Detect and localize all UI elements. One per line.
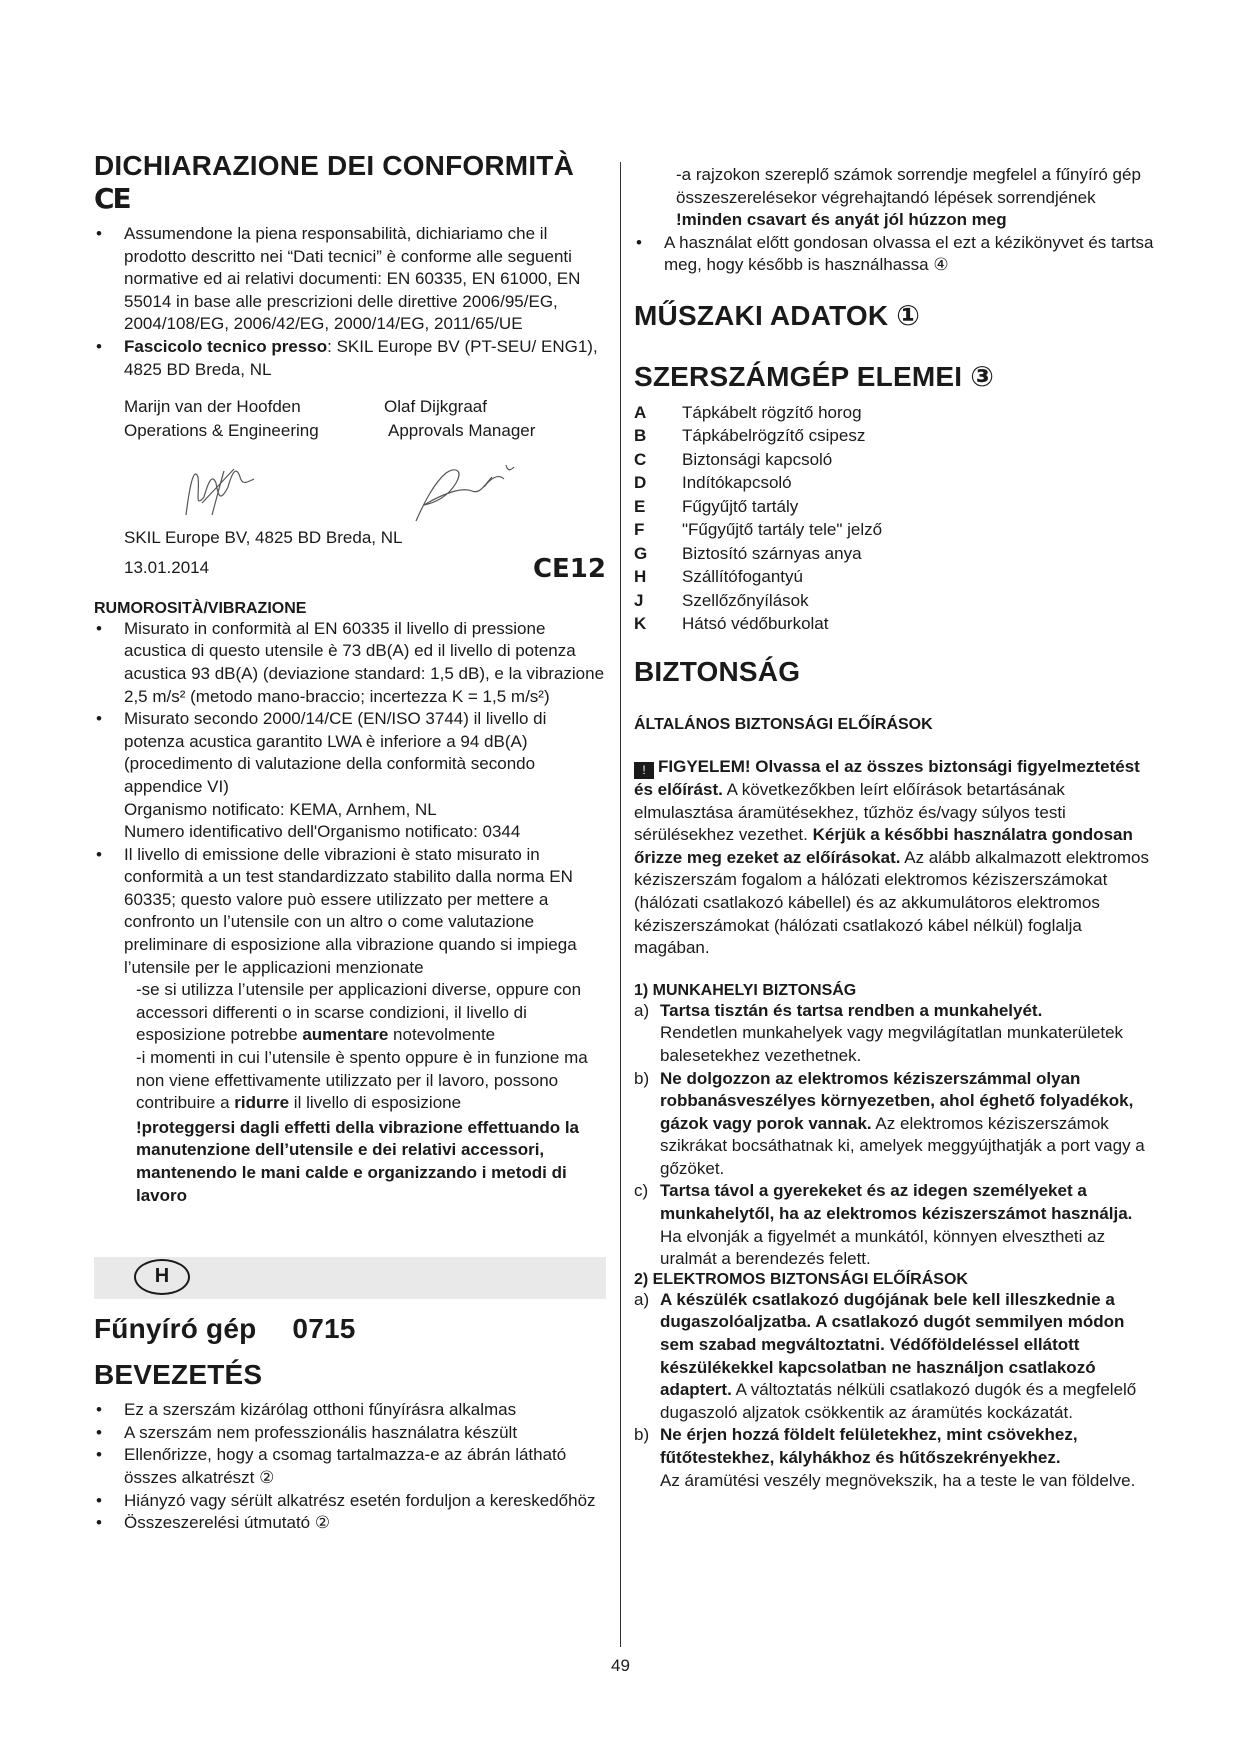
part-label: Biztonsági kapcsoló: [682, 449, 833, 469]
list-item: • Misurato in conformità al EN 60335 il livello di pressione acustica di questo utensile è 73 dB(A) ed il livello di potenza acustica 93 dB(A) (deviazione standard: 1,5 dB), e la vibrazione 2,5 m/s² (metodo mano-braccio; incertezza K = 1,5 m/s²): [94, 618, 606, 708]
part-letter: J: [634, 590, 644, 610]
part-letter: F: [634, 520, 645, 540]
part-label: Hátsó védőburkolat: [682, 614, 829, 634]
sign1-name: Marijn van der Hoofden: [124, 397, 301, 417]
list-item: • Il livello di emissione delle vibrazioni è stato misurato in conformità a un test standardizzato stabilito dalla norma EN 60335; questo valore può essere utilizzato per mettere a confronto un l’utensile con un altro o come valutazione preliminare di esposizione alla vibrazione quando si impiega l’utensile per le applicazioni menzionate: [94, 844, 606, 980]
list-item: • Összeszerelési útmutató ②: [94, 1512, 606, 1535]
part-label: Szállítófogantyú: [682, 567, 803, 587]
sign2-title: Approvals Manager: [388, 421, 536, 441]
safety-title: BIZTONSÁG: [634, 655, 801, 687]
signature-2: [416, 465, 514, 521]
protect-note: !proteggersi dagli effetti della vibrazione effettuando la manutenzione dell’utensile e dei relativi accessori, mantenendo le mani calde e organizzando i metodi di lavoro: [136, 1117, 580, 1205]
part-label: Tápkábelrögzítő csipesz: [682, 426, 866, 446]
list-item: • A szerszám nem professzionális használatra készült: [94, 1422, 606, 1445]
part-label: Szellőzőnyílások: [682, 590, 809, 610]
list-item: a) A készülék csatlakozó dugójának bele kell illeszkednie a dugaszolóaljzatba. A csatlakozó dugót semmilyen módon sem szabad megváltoztatni. Védőföldeléssel ellátott készülékekkel kapcsolatban ne használjon csatlakozó adaptert. A változtatás nélküli csatlakozó dugók és a megfelelő dugaszoló aljzatok csökkentik az áramütés kockázatát.: [634, 1289, 1137, 1422]
language-bar: [94, 1257, 606, 1299]
signatures: [94, 443, 606, 527]
list-item: • Hiányzó vagy sérült alkatrész esetén forduljon a kereskedőhöz: [94, 1490, 606, 1513]
ce-mark-icon: CE: [94, 182, 130, 215]
intro-title: BEVEZETÉS: [94, 1359, 263, 1391]
part-label: Tápkábelt rögzítő horog: [682, 402, 862, 422]
part-label: Fűgyűjtő tartály: [682, 496, 799, 516]
date-row: [94, 554, 606, 584]
list-item: b) Ne dolgozzon az elektromos kéziszerszámmal olyan robbanásveszélyes környezetben, ahol éghető folyadékok, gázok vagy porok vannak. Az elektromos kéziszerszámok szikrákat bocsáthatnak ki, amelyek meggyújthatják a port vagy a gőzöket.: [634, 1068, 1145, 1178]
parts-list: [634, 401, 1154, 636]
right-column: [634, 164, 1154, 1492]
list-item: • A használat előtt gondosan olvassa el ezt a kézikönyvet és tartsa meg, hogy később is használhassa ④: [634, 232, 1154, 277]
sign2-name: Olaf Dijkgraaf: [384, 397, 487, 417]
tool-elements-title: SZERSZÁMGÉP ELEMEI ③: [634, 360, 995, 392]
part-letter: H: [634, 567, 647, 587]
noise-list: [94, 618, 606, 980]
part-letter: E: [634, 496, 646, 516]
page-number: 49: [611, 1656, 630, 1675]
tech-data-title: MŰSZAKI ADATOK ①: [634, 299, 921, 331]
electrical-safety-heading: 2) ELEKTROMOS BIZTONSÁGI ELŐÍRÁSOK: [634, 1270, 968, 1288]
list-item: b) Ne érjen hozzá földelt felületekhez, mint csövekhez, fűtőtestekhez, kályhákhoz és hűtőszekrényekhez. Az áramütési veszély megnövekszik, ha a teste le van földelve.: [634, 1425, 1136, 1490]
list-item: a) Tartsa tisztán és tartsa rendben a munkahelyét. Rendetlen munkahelyek vagy megvilágítatlan munkaterületek balesetekhez vezethetnek.: [634, 1000, 1124, 1065]
declaration-list: [94, 223, 606, 381]
product-title: Fűnyíró gép 0715: [94, 1313, 356, 1345]
manual-list: [634, 232, 1154, 277]
part-letter: D: [634, 473, 647, 493]
language-badge: H: [134, 1259, 190, 1295]
company-address: SKIL Europe BV, 4825 BD Breda, NL: [124, 528, 403, 548]
warning-icon: !: [634, 762, 654, 779]
sign1-title: Operations & Engineering: [124, 421, 319, 441]
part-label: "Fűgyűjtő tartály tele" jelző: [682, 520, 883, 540]
part-letter: C: [634, 449, 647, 469]
part-letter: G: [634, 543, 648, 563]
screws-note: !minden csavart és anyát jól húzzon meg: [676, 210, 1007, 230]
vibration-note-2: -i momenti in cui l’utensile è spento oppure è in funzione ma non viene effettivamente utilizzato per il lavoro, possono contribuire a ridurre il livello di esposizione: [136, 1048, 588, 1113]
assembly-note: -a rajzokon szereplő számok sorrendje megfelel a fűnyíró gép összeszerelésekor végrehajtandó lépések sorrendjének: [676, 165, 1141, 207]
part-label: Biztosító szárnyas anya: [682, 543, 862, 563]
signatories: [94, 395, 606, 443]
vibration-note-1: -se si utilizza l’utensile per applicazioni diverse, oppure con accessori differenti o in scarse condizioni, il livello di esposizione potrebbe aumentare notevolmente: [136, 980, 582, 1045]
list-item: c) Tartsa távol a gyerekeket és az idegen személyeket a munkahelytől, ha az elektromos kéziszerszámot használja. Ha elvonják a figyelmét a munkától, könnyen elvesztheti az uralmát a berendezés felett.: [634, 1181, 1133, 1269]
part-label: Indítókapcsoló: [682, 473, 792, 493]
workplace-safety-heading: 1) MUNKAHELYI BIZTONSÁG: [634, 981, 857, 999]
noise-heading: RUMOROSITÀ/VIBRAZIONE: [94, 599, 307, 617]
ce12-mark-icon: CE12: [532, 553, 606, 584]
signature-1: [186, 469, 254, 515]
list-item: • Ez a szerszám kizárólag otthoni fűnyírásra alkalmas: [94, 1399, 606, 1422]
intro-list: [94, 1399, 606, 1535]
list-item: • Ellenőrizze, hogy a csomag tartalmazza-e az ábrán látható összes alkatrészt ②: [94, 1444, 606, 1489]
column-divider: [620, 162, 621, 1647]
part-letter: B: [634, 426, 647, 446]
part-letter: A: [634, 402, 647, 422]
left-column: [94, 150, 606, 1535]
declaration-title: DICHIARAZIONE DEI CONFORMITÀ CE: [94, 150, 575, 215]
declaration-date: 13.01.2014: [124, 558, 210, 578]
general-safety-heading: ÁLTALÁNOS BIZTONSÁGI ELŐÍRÁSOK: [634, 715, 933, 733]
list-item: • Assumendone la piena responsabilità, dichiariamo che il prodotto descritto nei “Dati tecnici” è conforme alle seguenti normative ed ai relativi documenti: EN 60335, EN 61000, EN 55014 in base alle prescrizioni delle direttive 2006/95/EG, 2004/108/EG, 2006/42/EG, 2000/14/EG, 2011/65/UE: [94, 223, 606, 336]
signature-graphics: [94, 443, 606, 527]
list-item: • Misurato secondo 2000/14/CE (EN/ISO 3744) il livello di potenza acustica garantito LWA è inferiore a 94 dB(A) (procedimento di valutazione della conformità secondo appendice VI) Organismo notificato: KEMA, Arnhem, NL Numero identificativo dell'Organismo notificato: 0344: [94, 708, 606, 844]
list-item: • Fascicolo tecnico presso: SKIL Europe BV (PT-SEU/ ENG1), 4825 BD Breda, NL: [94, 336, 606, 381]
part-letter: K: [634, 614, 647, 634]
warning-paragraph: ! FIGYELEM! Olvassa el az összes biztonsági figyelmeztetést és előírást. A következőkben leírt előírások betartásának elmulasztása áramütésekhez, tűzhöz és/vagy súlyos testi sérülésekhez vezethet. Kérjük a későbbi használatra gondosan őrizze meg ezeket az előírásokat. Az alább alkalmazott elektromos kéziszerszám fogalom a hálózati elektromos kéziszerszámokat (hálózati csatlakozó kábellel) és az akkumulátoros elektromos kéziszerszámokat (hálózati csatlakozó kábel nélkül) foglalja magában.: [634, 756, 1149, 958]
